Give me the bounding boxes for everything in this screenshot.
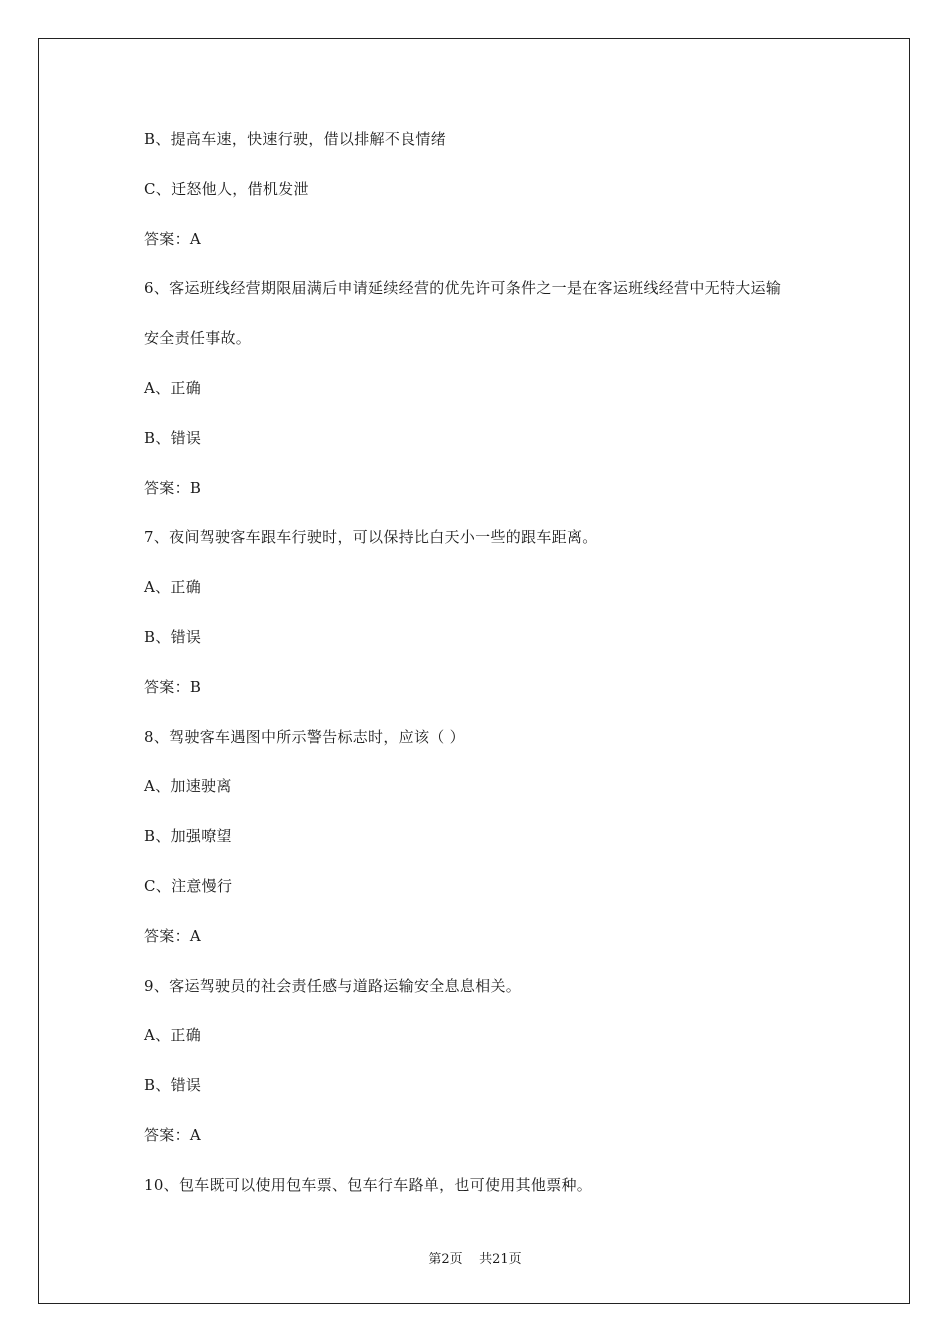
option-line: A、正确 — [144, 578, 202, 597]
option-line: B、加强嘹望 — [144, 827, 232, 846]
question-content — [144, 127, 844, 1223]
option-line: A、加速驶离 — [144, 777, 232, 796]
option-line: A、正确 — [144, 378, 202, 397]
answer-line: 答案：A — [144, 1125, 202, 1144]
question-line: 8、驾驶客车遇图中所示警告标志时，应该（ ） — [144, 727, 465, 746]
question-line: 7、夜间驾驶客车跟车行驶时，可以保持比白天小一些的跟车距离。 — [144, 528, 598, 547]
question-line: 6、客运班线经营期限届满后申请延续经营的优先许可条件之一是在客运班线经营中无特大运输 — [144, 279, 782, 298]
answer-line: 答案：A — [144, 229, 202, 248]
question-line-continued: 安全责任事故。 — [144, 329, 252, 348]
answer-line: 答案：A — [144, 926, 202, 945]
option-line: C、迁怒他人，借机发泄 — [144, 179, 309, 198]
option-line: B、错误 — [144, 627, 202, 646]
option-line: C、注意慢行 — [144, 876, 233, 895]
option-line: B、错误 — [144, 1076, 202, 1095]
option-line: B、错误 — [144, 428, 202, 447]
answer-line: 答案：B — [144, 478, 202, 497]
answer-line: 答案：B — [144, 677, 202, 696]
option-line: A、正确 — [144, 1026, 202, 1045]
option-line: B、提高车速，快速行驶，借以排解不良情绪 — [144, 130, 447, 148]
page-number-footer: 第2页 共21页 — [428, 1252, 522, 1267]
question-line: 9、客运驾驶员的社会责任感与道路运输安全息息相关。 — [144, 976, 522, 995]
question-line: 10、包车既可以使用包车票、包车行车路单，也可使用其他票种。 — [144, 1175, 593, 1194]
